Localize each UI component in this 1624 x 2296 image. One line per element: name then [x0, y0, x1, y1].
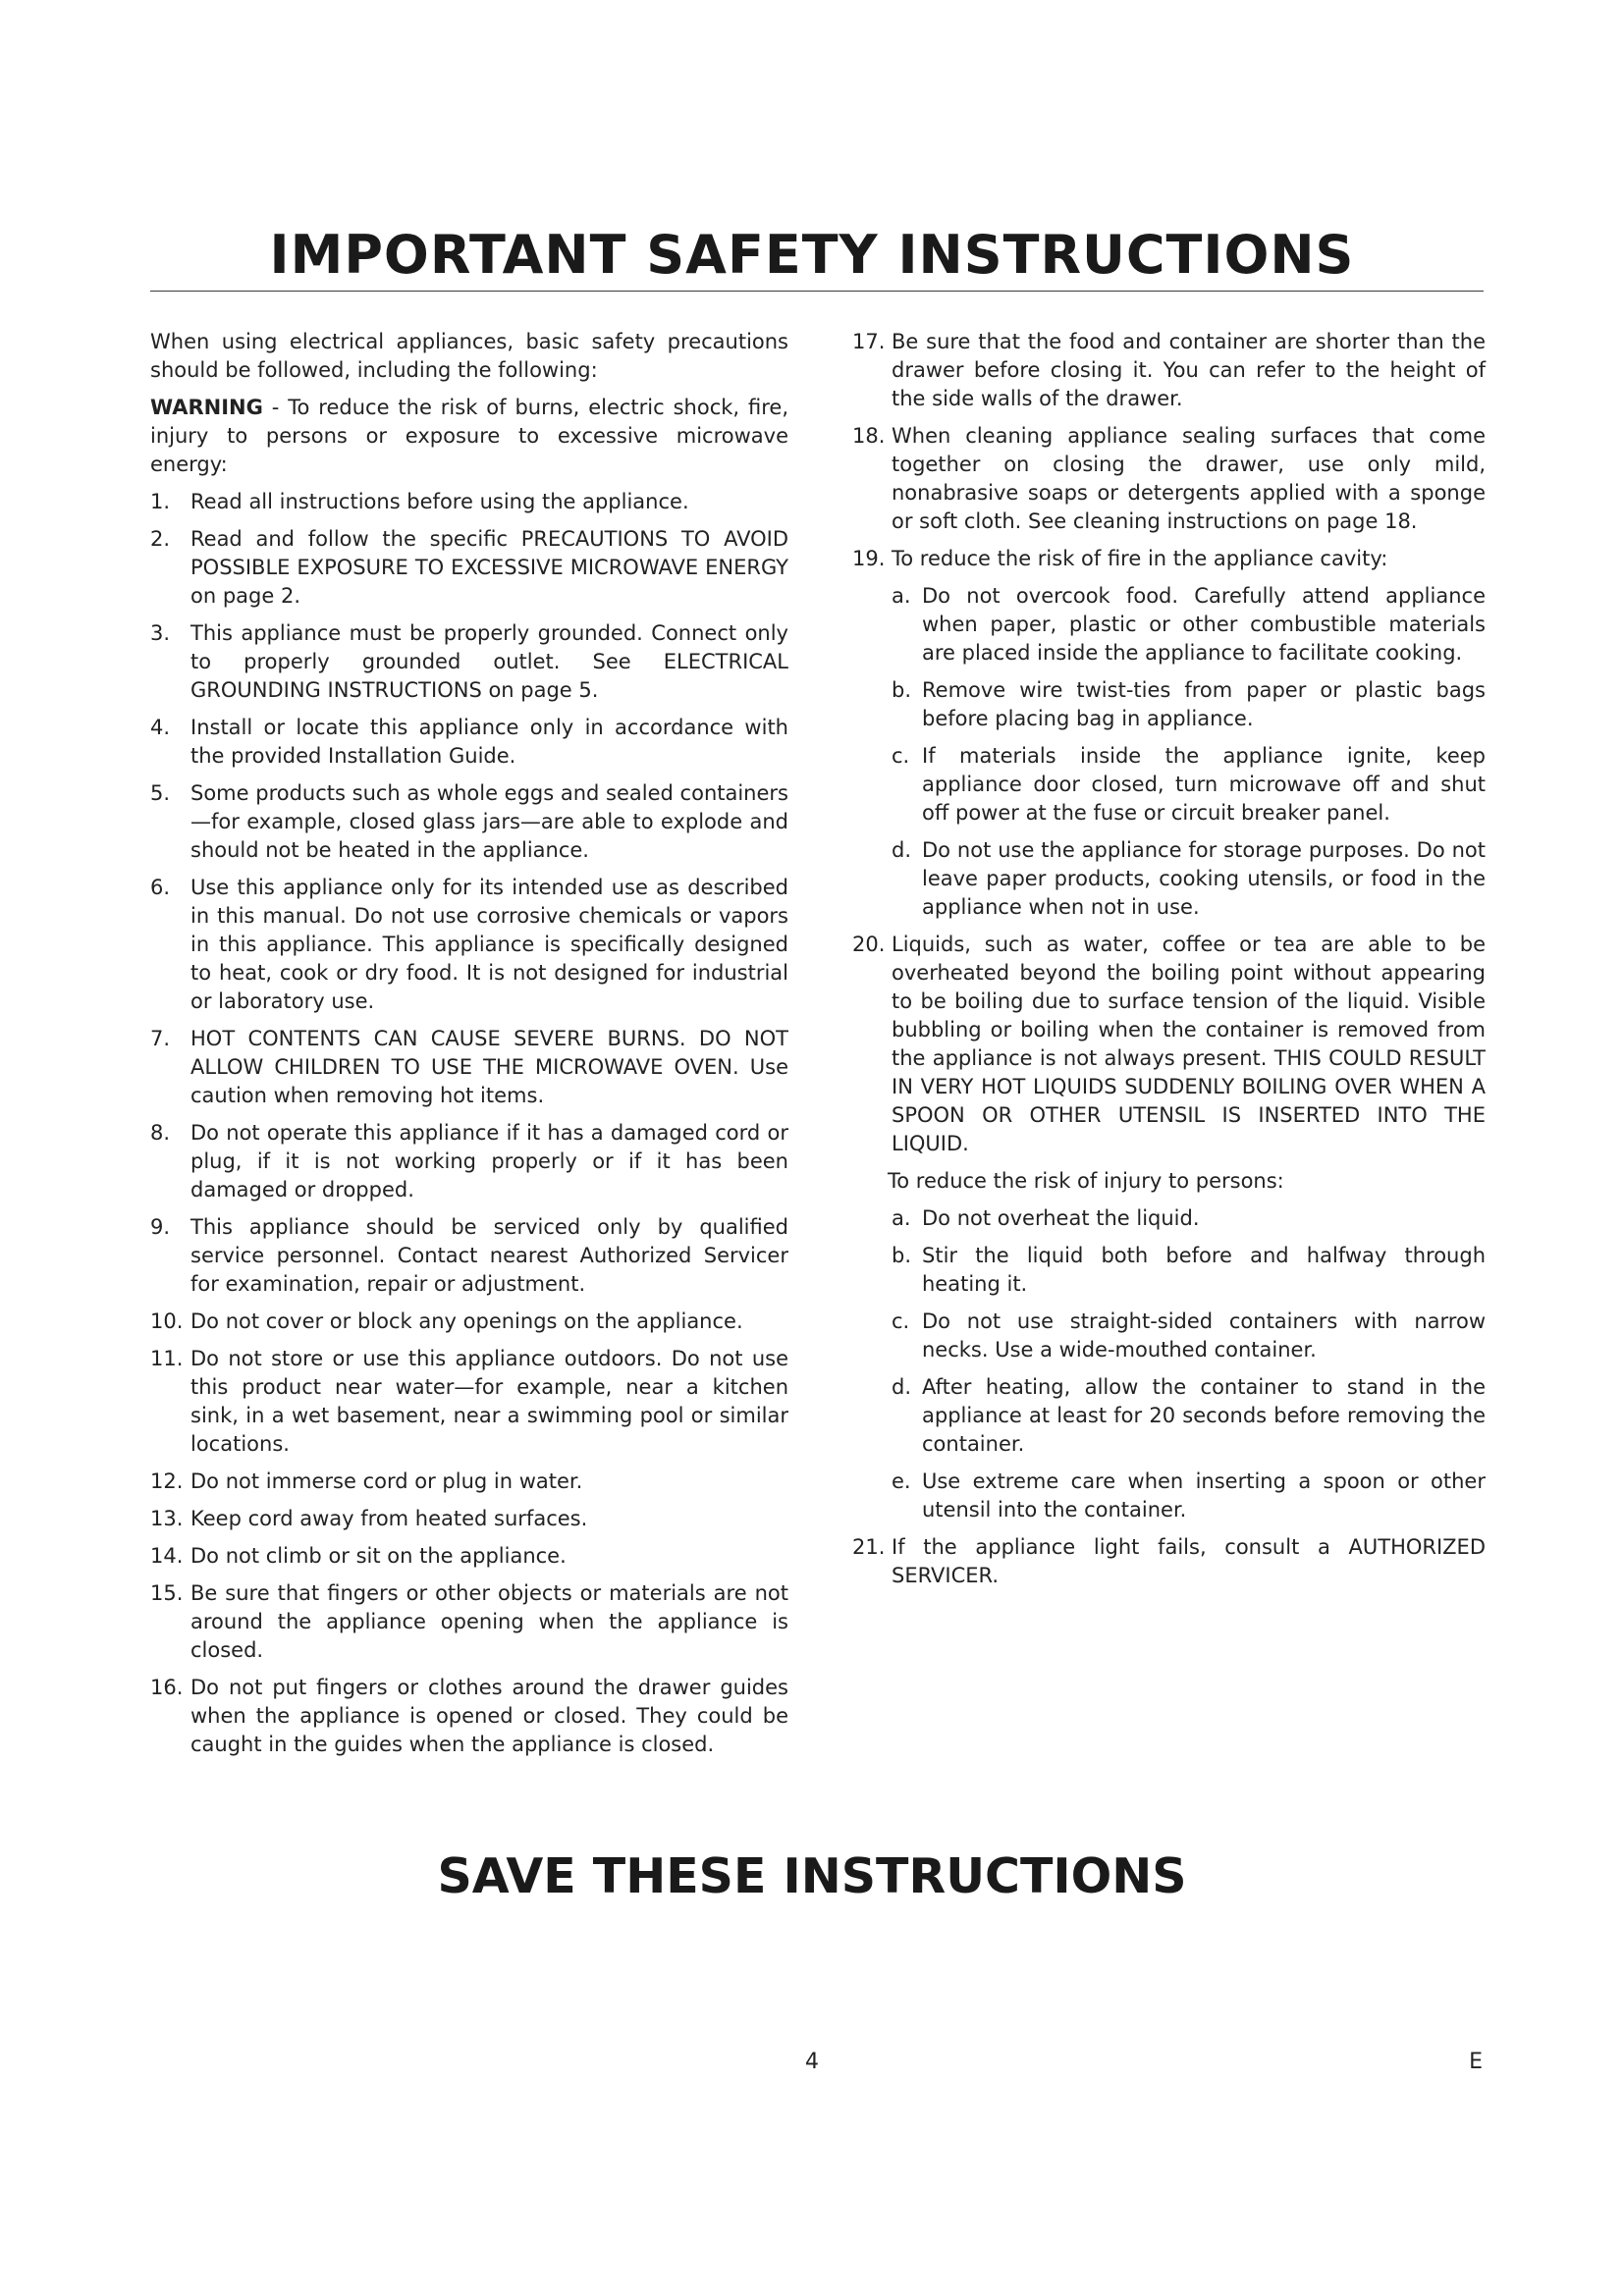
list-item	[852, 422, 1486, 536]
sub-list-item	[892, 1308, 1486, 1364]
item-number: 4.	[150, 716, 171, 739]
sub-item-letter: a.	[892, 1206, 911, 1230]
sub-item-letter: a.	[892, 584, 911, 608]
list-item	[150, 525, 788, 611]
page-number: 4	[805, 2050, 819, 2074]
page-title: IMPORTANT SAFETY INSTRUCTIONS	[269, 224, 1355, 286]
list-item	[150, 1674, 788, 1759]
list-item	[150, 1579, 788, 1665]
sub-list-fire-risk	[892, 582, 1486, 922]
sub-item-text: Stir the liquid both before and halfway through heating it.	[922, 1244, 1486, 1296]
list-item	[150, 1505, 788, 1533]
language-code: E	[1469, 2050, 1483, 2074]
item-text: This appliance must be properly grounded. Connect only to properly grounded outlet. See ELECTRICAL GROUNDING INSTRUCTIONS on page 5.	[190, 621, 788, 702]
list-item	[150, 1345, 788, 1459]
sub-list-injury-risk	[892, 1204, 1486, 1524]
item-text: Use this appliance only for its intended use as described in this manual. Do not use corrosive chemicals or vapors in this appliance. This appliance is specifically designed to heat, cook or dry food. It is not designed for industrial or laboratory use.	[190, 876, 788, 1013]
save-instructions-heading: SAVE THESE INSTRUCTIONS	[437, 1848, 1187, 1904]
item-number: 1.	[150, 490, 171, 513]
item-text: To reduce the risk of fire in the appliance cavity:	[892, 547, 1388, 570]
item-text: Do not climb or sit on the appliance.	[190, 1544, 567, 1568]
warning-paragraph	[150, 394, 788, 479]
sub-item-text: If materials inside the appliance ignite, keep appliance door closed, turn microwave off and shut off power at the fuse or circuit breaker panel.	[922, 744, 1486, 825]
list-item	[150, 488, 788, 516]
warning-text: - To reduce the risk of burns, electric shock, fire, injury to persons or exposure to excessive microwave energy:	[150, 396, 788, 476]
sub-item-text: Do not use the appliance for storage purposes. Do not leave paper products, cooking utensils, or food in the appliance when not in use.	[922, 838, 1486, 919]
sub-item-text: After heating, allow the container to stand in the appliance at least for 20 seconds before removing the container.	[922, 1375, 1486, 1456]
item-number: 11.	[150, 1347, 184, 1370]
list-item	[150, 1468, 788, 1496]
item-text: Do not put fingers or clothes around the drawer guides when the appliance is opened or closed. They could be caught in the guides when the appliance is closed.	[190, 1676, 788, 1756]
item-text: Keep cord away from heated surfaces.	[190, 1507, 588, 1530]
right-column	[852, 328, 1486, 1599]
sub-list-item	[892, 1468, 1486, 1524]
item-number: 5.	[150, 781, 171, 805]
list-item	[150, 1119, 788, 1204]
left-column	[150, 328, 788, 1768]
item-text: Be sure that fingers or other objects or materials are not around the appliance opening when the appliance is closed.	[190, 1581, 788, 1662]
item-text: Liquids, such as water, coffee or tea are able to be overheated beyond the boiling point without appearing to be boiling due to surface tension of the liquid. Visible bubbling or boiling when the container is removed from the appliance is not always present. THIS COULD RESULT IN VERY HOT LIQUIDS SUDDENLY BOILING OVER WHEN A SPOON OR OTHER UTENSIL IS INSERTED INTO THE LIQUID.	[892, 933, 1486, 1155]
list-item	[852, 328, 1486, 413]
sub-item-letter: e.	[892, 1469, 911, 1493]
item-text: This appliance should be serviced only by qualified service personnel. Contact nearest Authorized Servicer for examination, repair or adjustment.	[190, 1215, 788, 1296]
list-item	[852, 1533, 1486, 1590]
item-text: HOT CONTENTS CAN CAUSE SEVERE BURNS. DO NOT ALLOW CHILDREN TO USE THE MICROWAVE OVEN. Use caution when removing hot items.	[190, 1027, 788, 1107]
sub-list-item	[892, 742, 1486, 828]
item-number: 20.	[852, 933, 886, 956]
sub-item-text: Remove wire twist-ties from paper or plastic bags before placing bag in appliance.	[922, 678, 1486, 730]
item-text: If the appliance light fails, consult a AUTHORIZED SERVICER.	[892, 1535, 1486, 1587]
item-text: Some products such as whole eggs and sealed containers—for example, closed glass jars—are able to explode and should not be heated in the appliance.	[190, 781, 788, 862]
sub-item-letter: c.	[892, 744, 910, 768]
item-text: Read and follow the specific PRECAUTIONS TO AVOID POSSIBLE EXPOSURE TO EXCESSIVE MICROWAVE ENERGY on page 2.	[190, 527, 788, 608]
sub-item-text: Do not use straight-sided containers with narrow necks. Use a wide-mouthed container.	[922, 1309, 1486, 1362]
intro-paragraph: When using electrical appliances, basic safety precautions should be followed, including the following:	[150, 330, 788, 382]
sub-list-item	[892, 1204, 1486, 1233]
item-number: 15.	[150, 1581, 184, 1605]
item-text: When cleaning appliance sealing surfaces that come together on closing the drawer, use only mild, nonabrasive soaps or detergents applied with a sponge or soft cloth. See cleaning instructions on page 18.	[892, 424, 1486, 533]
item-number: 16.	[150, 1676, 184, 1699]
sub-list-item	[892, 1242, 1486, 1299]
item-text: Do not immerse cord or plug in water.	[190, 1469, 583, 1493]
sub-list-item	[892, 676, 1486, 733]
list-item	[150, 619, 788, 705]
item-number: 21.	[852, 1535, 886, 1559]
sub-item-text: Do not overheat the liquid.	[922, 1206, 1200, 1230]
list-item	[150, 1025, 788, 1110]
item-number: 12.	[150, 1469, 184, 1493]
item-text: Be sure that the food and container are shorter than the drawer before closing it. You can refer to the height of the side walls of the drawer.	[892, 330, 1486, 410]
item-text: Do not store or use this appliance outdoors. Do not use this product near water—for example, near a kitchen sink, in a wet basement, near a swimming pool or similar locations.	[190, 1347, 788, 1456]
item-text: Do not cover or block any openings on the appliance.	[190, 1309, 743, 1333]
list-item	[150, 1213, 788, 1299]
sub-item-letter: d.	[892, 838, 912, 862]
list-item	[150, 874, 788, 1016]
item-text: Install or locate this appliance only in accordance with the provided Installation Guide.	[190, 716, 788, 768]
sub-item-text: Do not overcook food. Carefully attend appliance when paper, plastic or other combustible materials are placed inside the appliance to facilitate cooking.	[922, 584, 1486, 665]
list-item	[150, 1542, 788, 1571]
item-number: 7.	[150, 1027, 171, 1050]
item-number: 9.	[150, 1215, 171, 1239]
title-divider	[150, 291, 1484, 292]
sub-item-letter: c.	[892, 1309, 910, 1333]
item-number: 14.	[150, 1544, 184, 1568]
item-number: 17.	[852, 330, 886, 353]
sub-item-letter: d.	[892, 1375, 912, 1399]
item-text: Do not operate this appliance if it has a damaged cord or plug, if it is not working properly or if it has been damaged or dropped.	[190, 1121, 788, 1201]
warning-label: WARNING	[150, 396, 263, 419]
list-item	[150, 1308, 788, 1336]
item-number: 3.	[150, 621, 171, 645]
sub-list-item	[892, 836, 1486, 922]
item-number: 13.	[150, 1507, 184, 1530]
sub-item-letter: b.	[892, 1244, 912, 1267]
sub-list-item	[892, 582, 1486, 667]
sub-item-text: Use extreme care when inserting a spoon or other utensil into the container.	[922, 1469, 1486, 1522]
list-item	[150, 714, 788, 771]
sub-list-item	[892, 1373, 1486, 1459]
list-item	[852, 545, 1486, 573]
item-text: Read all instructions before using the appliance.	[190, 490, 689, 513]
item-number: 19.	[852, 547, 886, 570]
list-item	[852, 931, 1486, 1158]
item-number: 6.	[150, 876, 171, 899]
item-number: 8.	[150, 1121, 171, 1145]
sub-intro-injury: To reduce the risk of injury to persons:	[888, 1169, 1284, 1193]
list-item	[150, 779, 788, 865]
item-number: 2.	[150, 527, 171, 551]
item-number: 10.	[150, 1309, 184, 1333]
item-number: 18.	[852, 424, 886, 448]
sub-item-letter: b.	[892, 678, 912, 702]
